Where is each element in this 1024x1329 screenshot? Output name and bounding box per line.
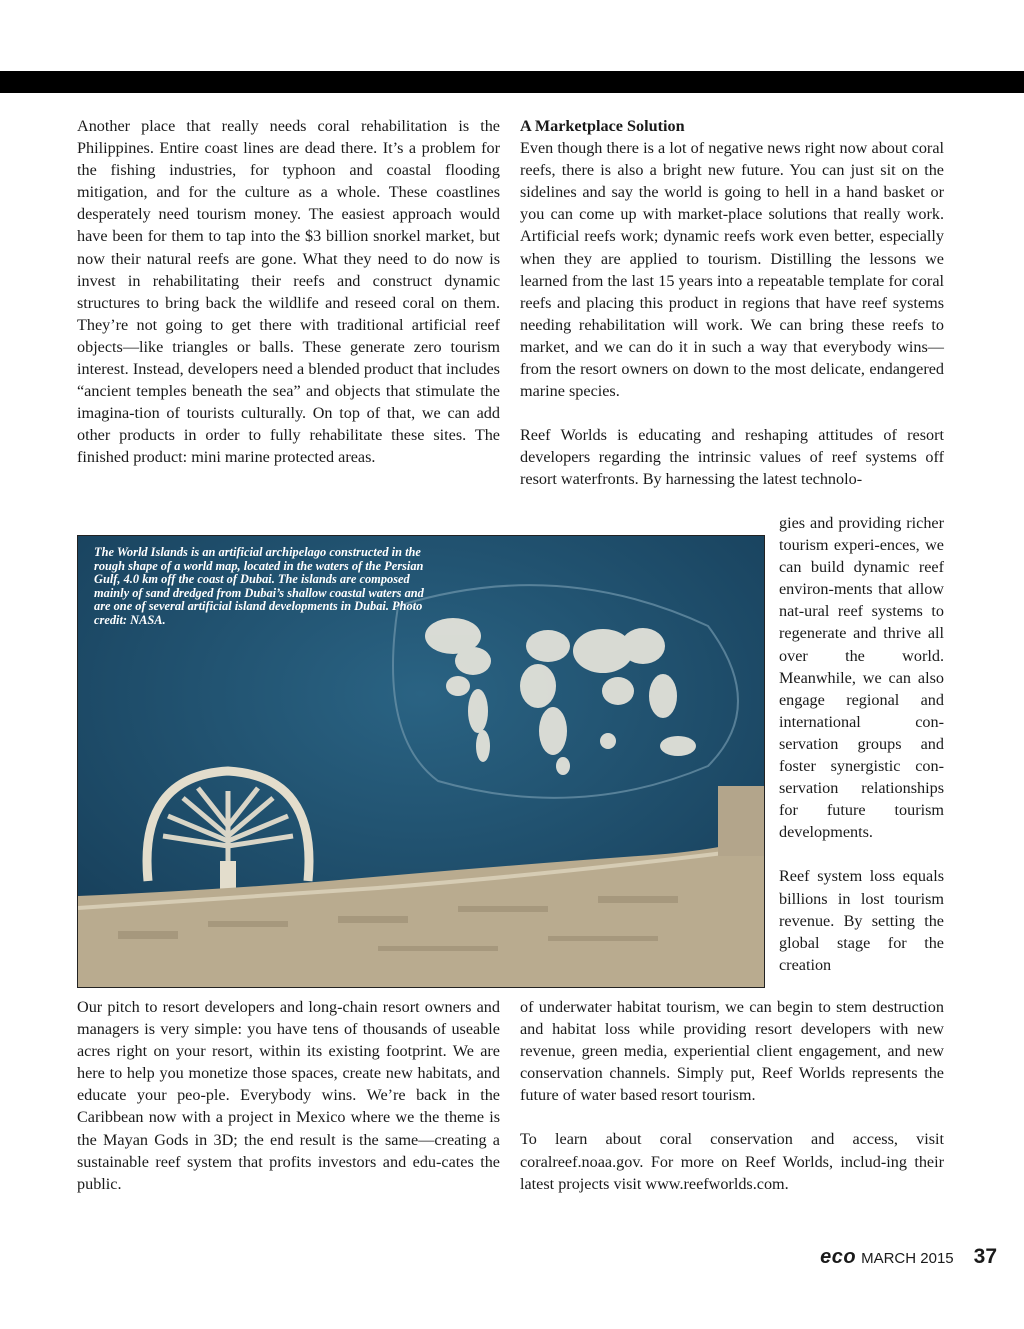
body-paragraph: Reef Worlds is educating and reshaping attitudes of resort developers regarding the intrinsic values of reef systems off resort waterfronts. By harnessing the latest technolo-: [520, 426, 944, 489]
body-paragraph: of underwater habitat tourism, we can begin to stem destruction and habitat loss while providing resort developers with new revenue, green media, experiential client engagement, and new conservation channels. Simply put, Reef Worlds represents the future of water based resort tourism.: [520, 998, 944, 1105]
photo-caption: The World Islands is an artificial archipelago constructed in the rough shape of a world map, located in the waters of the Persian Gulf, 4.0 km off the coast of Dubai. The islands are composed mainly of sand dredged from Dubai’s shallow coastal waters and are one of several artificial island developments in Dubai. Photo credit: NASA.: [94, 545, 424, 627]
column-right-bottom: [520, 996, 944, 1195]
page-footer: [820, 1245, 997, 1275]
body-paragraph: Our pitch to resort developers and long-chain resort owners and managers is very simple: you have tens of thousands of useable acres right on your resort, within its existing footprint. We are here to help you monetize those spaces, create new habitats, and educate your peo-ple. Everybody wins. We’re back in the Caribbean now with a project in Mexico where we the theme is the Mayan Gods in 3D; the end result is the same—creating a sustainable reef system that profits investors and edu-cates the public.: [77, 998, 500, 1193]
column-right-narrow: [779, 512, 944, 976]
top-black-bar: [0, 71, 1024, 93]
body-paragraph: To learn about coral conservation and access, visit coralreef.noaa.gov. For more on Reef Worlds, includ-ing their latest projects visit www.reefworlds.com.: [520, 1130, 944, 1193]
body-paragraph: gies and providing richer tourism experi-ences, we can build dynamic reef environ-ments that allow nat-ural reef systems to regenerate and thrive all over the world. Meanwhile, we can also engage regional and international con-servation groups and foster synergistic con-servation relationships for future tourism developments.: [779, 514, 944, 842]
section-heading: A Marketplace Solution: [520, 117, 685, 135]
column-right-top: [520, 115, 944, 491]
magazine-logo: eco: [820, 1246, 857, 1268]
world-islands-photo: [77, 535, 765, 988]
body-paragraph: Reef system loss equals billions in lost tourism revenue. By setting the global stage for the creation: [779, 867, 944, 974]
body-paragraph: Another place that really needs coral rehabilitation is the Philippines. Entire coast lines are dead there. It’s a problem for the fishing industries, for typhoon and coastal flooding mitigation, and for the culture as a whole. These coastlines desperately need tourism money. The easiest approach would have been for them to tap into the $3 billion snorkel market, but now their natural reefs are gone. What they need to do now is invest in rehabilitating their reefs and construct dynamic structures to bring back the wildlife and reseed coral on them. They’re not going to get there with traditional artificial reef objects—like triangles or balls. These generate zero tourism interest. Instead, developers need a blended product that includes “ancient temples beneath the sea” and objects that stimulate the imagina-tion of tourists culturally. On top of that, we can add other products in order to fully rehabilitate these sites. The finished product: mini marine protected areas.: [77, 117, 500, 467]
page-number: 37: [973, 1245, 997, 1268]
column-left-bottom: [77, 996, 500, 1195]
body-paragraph: Even though there is a lot of negative news right now about coral reefs, there is also a bright new future. You can just sit on the sidelines and say the world is going to hell in a hand basket or you can come up with market-place solutions that really work. Artificial reefs work; dynamic reefs work even better, especially when they are applied to tourism. Distilling the lessons we learned from the last 15 years into a repeatable template for coral reefs and placing this product in regions that have reef systems needing rehabilitation will work. We can bring these reefs to market, and we can do it in such a way that everybody wins—from the resort owners on down to the most delicate, endangered marine species.: [520, 139, 944, 401]
column-left-top: [77, 115, 500, 469]
issue-date: MARCH 2015: [861, 1250, 954, 1267]
